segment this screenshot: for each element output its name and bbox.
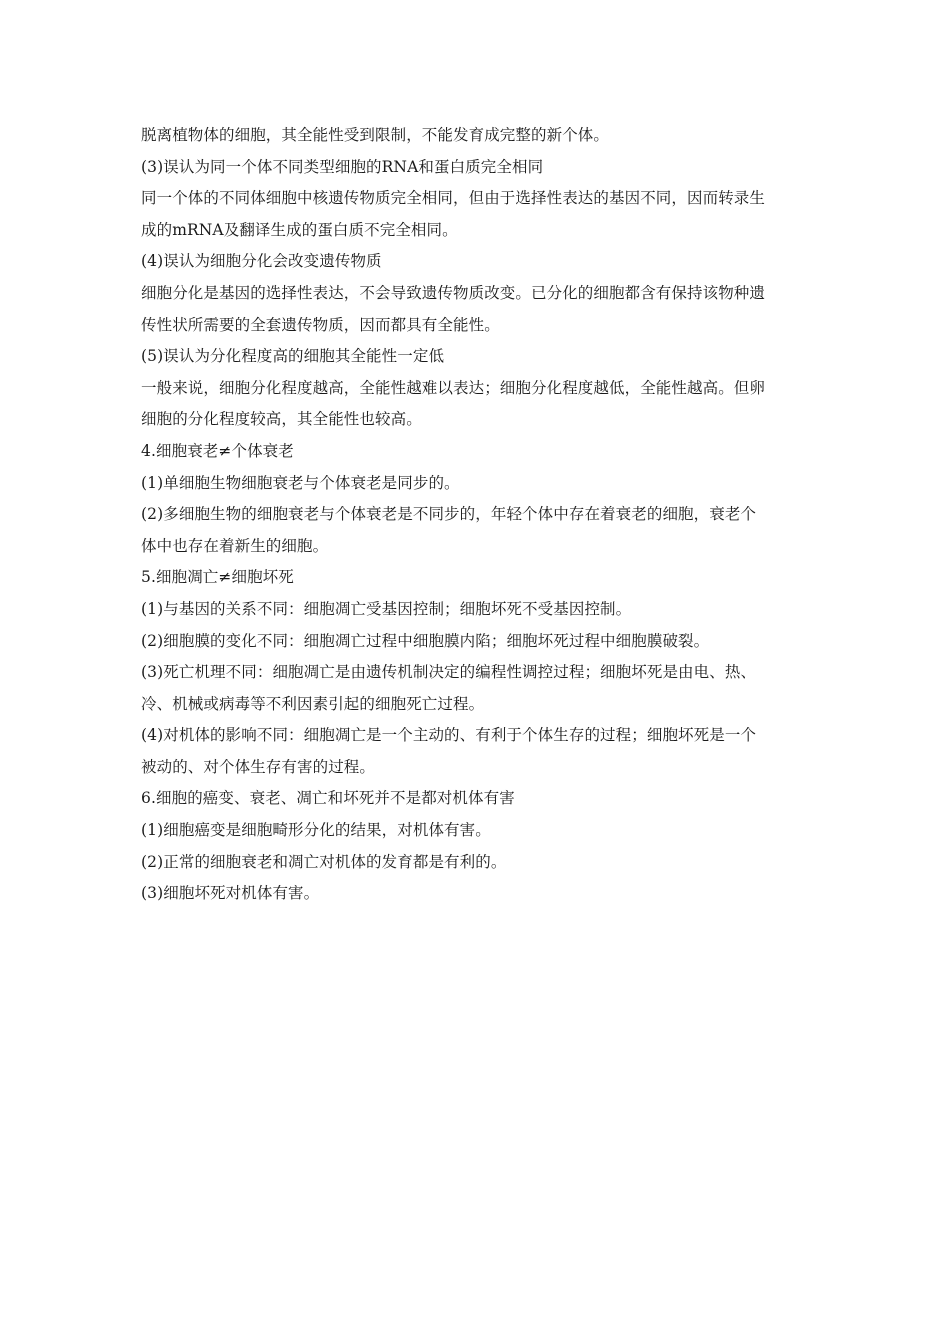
list-item: (4)对机体的影响不同：细胞凋亡是一个主动的、有利于个体生存的过程；细胞坏死是一个 [141,726,757,745]
text-line: 脱离植物体的细胞，其全能性受到限制，不能发育成完整的新个体。 [141,126,610,144]
section-heading-4: 4.细胞衰老≠个体衰老 [141,441,294,460]
misconception-heading-3: (3)误认为同一个体不同类型细胞的RNA和蛋白质完全相同 [141,157,544,176]
text-line: 一般来说，细胞分化程度越高，全能性越难以表达；细胞分化程度越低，全能性越高。但卵 [141,378,766,397]
section-heading-5: 5.细胞凋亡≠细胞坏死 [141,568,294,587]
list-item: (2)细胞膜的变化不同：细胞凋亡过程中细胞膜内陷；细胞坏死过程中细胞膜破裂。 [141,631,710,650]
text-line: 传性状所需要的全套遗传物质，因而都具有全能性。 [141,315,500,334]
list-item: (3)死亡机理不同：细胞凋亡是由遗传机制决定的编程性调控过程；细胞坏死是由电、热、 [141,663,757,682]
text-line: 细胞分化是基因的选择性表达，不会导致遗传物质改变。已分化的细胞都含有保持该物种遗 [141,283,766,302]
text-line: 细胞的分化程度较高，其全能性也较高。 [141,410,422,429]
text-line: 成的mRNA及翻译生成的蛋白质不完全相同。 [141,220,458,239]
misconception-heading-5: (5)误认为分化程度高的细胞其全能性一定低 [141,347,445,366]
text-line: 同一个体的不同体细胞中核遗传物质完全相同，但由于选择性表达的基因不同，因而转录生 [141,189,766,208]
text-line: 冷、机械或病毒等不利因素引起的细胞死亡过程。 [141,694,485,713]
list-item: (1)细胞癌变是细胞畸形分化的结果，对机体有害。 [141,821,491,840]
list-item: (1)单细胞生物细胞衰老与个体衰老是同步的。 [141,473,460,492]
text-line: 体中也存在着新生的细胞。 [141,536,329,555]
section-heading-6: 6.细胞的癌变、衰老、凋亡和坏死并不是都对机体有害 [141,789,515,808]
list-item: (1)与基因的关系不同：细胞凋亡受基因控制；细胞坏死不受基因控制。 [141,599,632,618]
text-line: 被动的、对个体生存有害的过程。 [141,757,376,776]
list-item: (2)多细胞生物的细胞衰老与个体衰老是不同步的，年轻个体中存在着衰老的细胞，衰老个 [141,505,757,524]
list-item: (2)正常的细胞衰老和凋亡对机体的发育都是有利的。 [141,852,507,871]
list-item: (3)细胞坏死对机体有害。 [141,884,320,903]
misconception-heading-4: (4)误认为细胞分化会改变遗传物质 [141,252,382,271]
document-page [141,120,813,910]
